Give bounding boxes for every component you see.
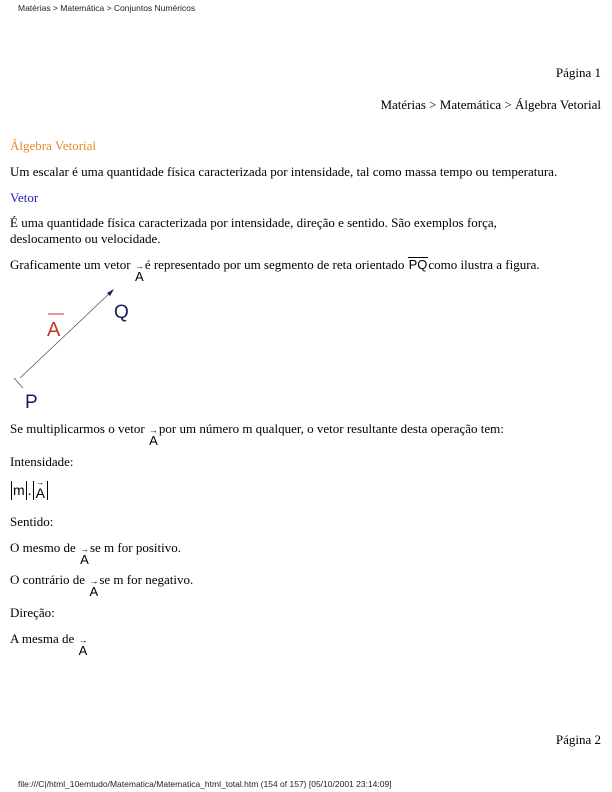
same-sense-text xyxy=(10,540,181,567)
vector-a-symbol xyxy=(35,480,46,500)
vector-a-symbol xyxy=(134,262,145,284)
page-number-bottom: Página 2 xyxy=(555,732,601,747)
vector-letter: A xyxy=(149,433,158,448)
print-footer: file:///C|/html_10emtudo/Matematica/Matematica_html_total.htm (154 of 157) [05/10/2001 23:14:09] xyxy=(18,779,392,789)
multiply-paragraph xyxy=(10,421,504,448)
arrow-icon: → xyxy=(134,261,144,271)
vector-figure xyxy=(8,286,148,411)
vector-letter: A xyxy=(78,643,88,658)
start-tick xyxy=(14,378,23,388)
point-p-label: P xyxy=(25,392,38,411)
text: Graficamente um vetor xyxy=(10,257,134,272)
arrow-icon: → xyxy=(79,544,89,554)
vector-label: A xyxy=(47,319,61,341)
arrow-icon: → xyxy=(78,635,88,645)
vector-letter: A xyxy=(134,269,144,284)
vector-definition-line2: deslocamento ou velocidade. xyxy=(10,231,161,246)
dot-symbol: . xyxy=(27,482,32,498)
arrow-icon: → xyxy=(89,576,99,586)
vector-a-symbol xyxy=(88,577,99,599)
print-header: Matérias > Matemática > Conjuntos Numéricos xyxy=(18,3,196,13)
vector-letter: A xyxy=(80,552,89,567)
graphic-paragraph xyxy=(10,257,540,284)
text: por um número m qualquer, o vetor resultante desta operação tem: xyxy=(158,421,504,436)
vector-letter: A xyxy=(89,584,99,599)
vector-definition-line1: É uma quantidade física caracterizada por intensidade, direção e sentido. São exemplos força, xyxy=(10,215,497,230)
text: O mesmo de xyxy=(10,540,79,555)
arrow-icon: → xyxy=(148,425,158,435)
m-symbol: m xyxy=(13,482,25,498)
intensity-label: Intensidade: xyxy=(10,454,74,469)
vector-heading: Vetor xyxy=(10,190,39,205)
text: se m for positivo. xyxy=(89,540,181,555)
direction-label: Direção: xyxy=(10,605,55,620)
arrow-icon: → xyxy=(36,478,45,487)
segment-pq: PQ xyxy=(408,257,428,272)
vector-a-symbol xyxy=(78,636,89,658)
point-q-label: Q xyxy=(114,302,129,323)
text: A mesma de xyxy=(10,631,78,646)
vector-segment xyxy=(20,291,112,378)
scalar-text: Um escalar é uma quantidade física caracterizada por intensidade, tal como massa tempo ou temperatura. xyxy=(10,164,558,179)
page-title: Álgebra Vetorial xyxy=(10,138,97,153)
page-number-top: Página 1 xyxy=(555,65,601,80)
vector-a-symbol xyxy=(148,426,159,448)
text: é representado por um segmento de reta orientado xyxy=(144,257,408,272)
sense-label: Sentido: xyxy=(10,514,54,529)
breadcrumb: Matérias > Matemática > Álgebra Vetorial xyxy=(380,97,601,112)
opposite-sense-text xyxy=(10,572,193,599)
text: como ilustra a figura. xyxy=(428,257,540,272)
same-direction-text xyxy=(10,631,89,658)
text: Se multiplicarmos o vetor xyxy=(10,421,148,436)
vector-a-symbol xyxy=(79,545,90,567)
intensity-formula xyxy=(10,480,49,500)
text: O contrário de xyxy=(10,572,89,587)
vector-letter: A xyxy=(35,485,45,501)
text: se m for negativo. xyxy=(99,572,194,587)
